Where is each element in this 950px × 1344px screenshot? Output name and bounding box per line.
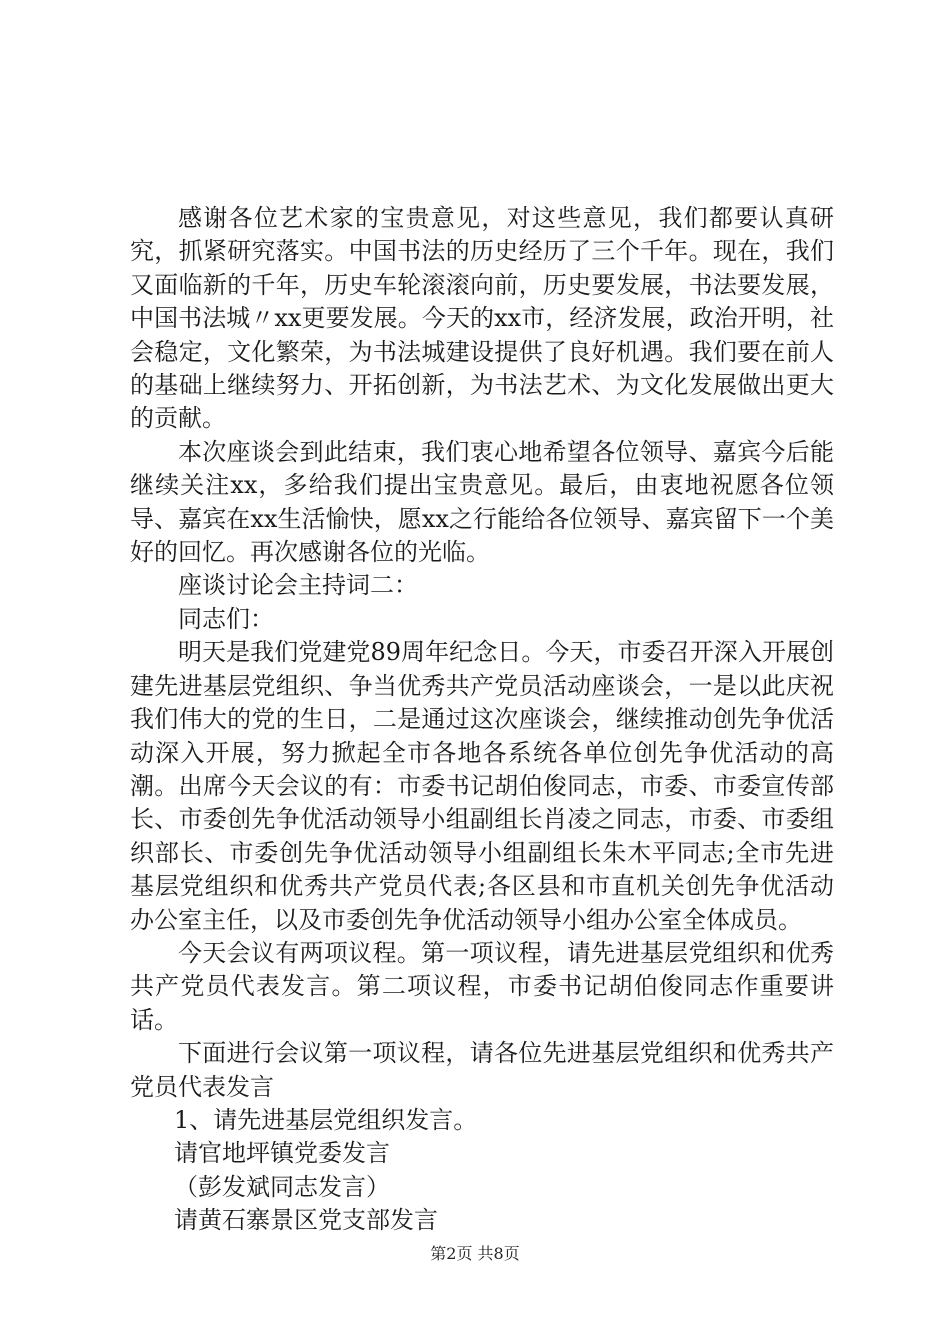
list-item-peng-speech: （彭发斌同志发言） (174, 1172, 390, 1201)
page-footer: 第2页 共8页 (430, 1244, 520, 1263)
salutation: 同志们： (178, 604, 274, 633)
section-heading-host-speech-two: 座谈讨论会主持词二： (178, 571, 418, 600)
paragraph-agenda: 今天会议有两项议程。第一项议程，请先进基层党组织和优秀共产党员代表发言。第二项议程，市委书记胡伯俊同志作重要讲话。 (130, 938, 834, 1034)
list-item-guandiping-speech: 请官地坪镇党委发言 (174, 1139, 390, 1168)
paragraph-closing: 本次座谈会到此结束，我们衷心地希望各位领导、嘉宾今后能继续关注xx，多给我们提出宝贵意见。最后，由衷地祝愿各位领导、嘉宾在xx生活愉快，愿xx之行能给各位领导、嘉宾留下一个美好的回忆。再次感谢各位的光临。 (130, 437, 834, 567)
document-body (130, 202, 834, 1238)
list-item-grassroots-speech: 1、请先进基层党组织发言。 (174, 1105, 478, 1134)
paragraph-anniversary: 明天是我们党建党89周年纪念日。今天，市委召开深入开展创建先进基层党组织、争当优秀共产党员活动座谈会，一是以此庆祝我们伟大的党的生日，二是通过这次座谈会，继续推动创先争优活动深入开展，努力掀起全市各地各系统各单位创先争优活动的高潮。出席今天会议的有：市委书记胡伯俊同志，市委、市委宣传部长、市委创先争优活动领导小组副组长肖凌之同志，市委、市委组织部长、市委创先争优活动领导小组副组长朱木平同志;全市先进基层党组织和优秀共产党员代表;各区县和市直机关创先争优活动办公室主任，以及市委创先争优活动领导小组办公室全体成员。 (130, 638, 834, 934)
list-item-huangshizhai-speech: 请黄石寨景区党支部发言 (174, 1206, 438, 1235)
paragraph-first-agenda-item: 下面进行会议第一项议程，请各位先进基层党组织和优秀共产党员代表发言 (130, 1039, 834, 1101)
paragraph-thanks: 感谢各位艺术家的宝贵意见，对这些意见，我们都要认真研究，抓紧研究落实。中国书法的历史经历了三个千年。现在，我们又面临新的千年，历史车轮滚滚向前，历史要发展，书法要发展，中国书法城〃xx更要发展。今天的xx市，经济发展，政治开明，社会稳定，文化繁荣，为书法城建设提供了良好机遇。我们要在前人的基础上继续努力、开拓创新，为书法艺术、为文化发展做出更大的贡献。 (130, 204, 834, 433)
